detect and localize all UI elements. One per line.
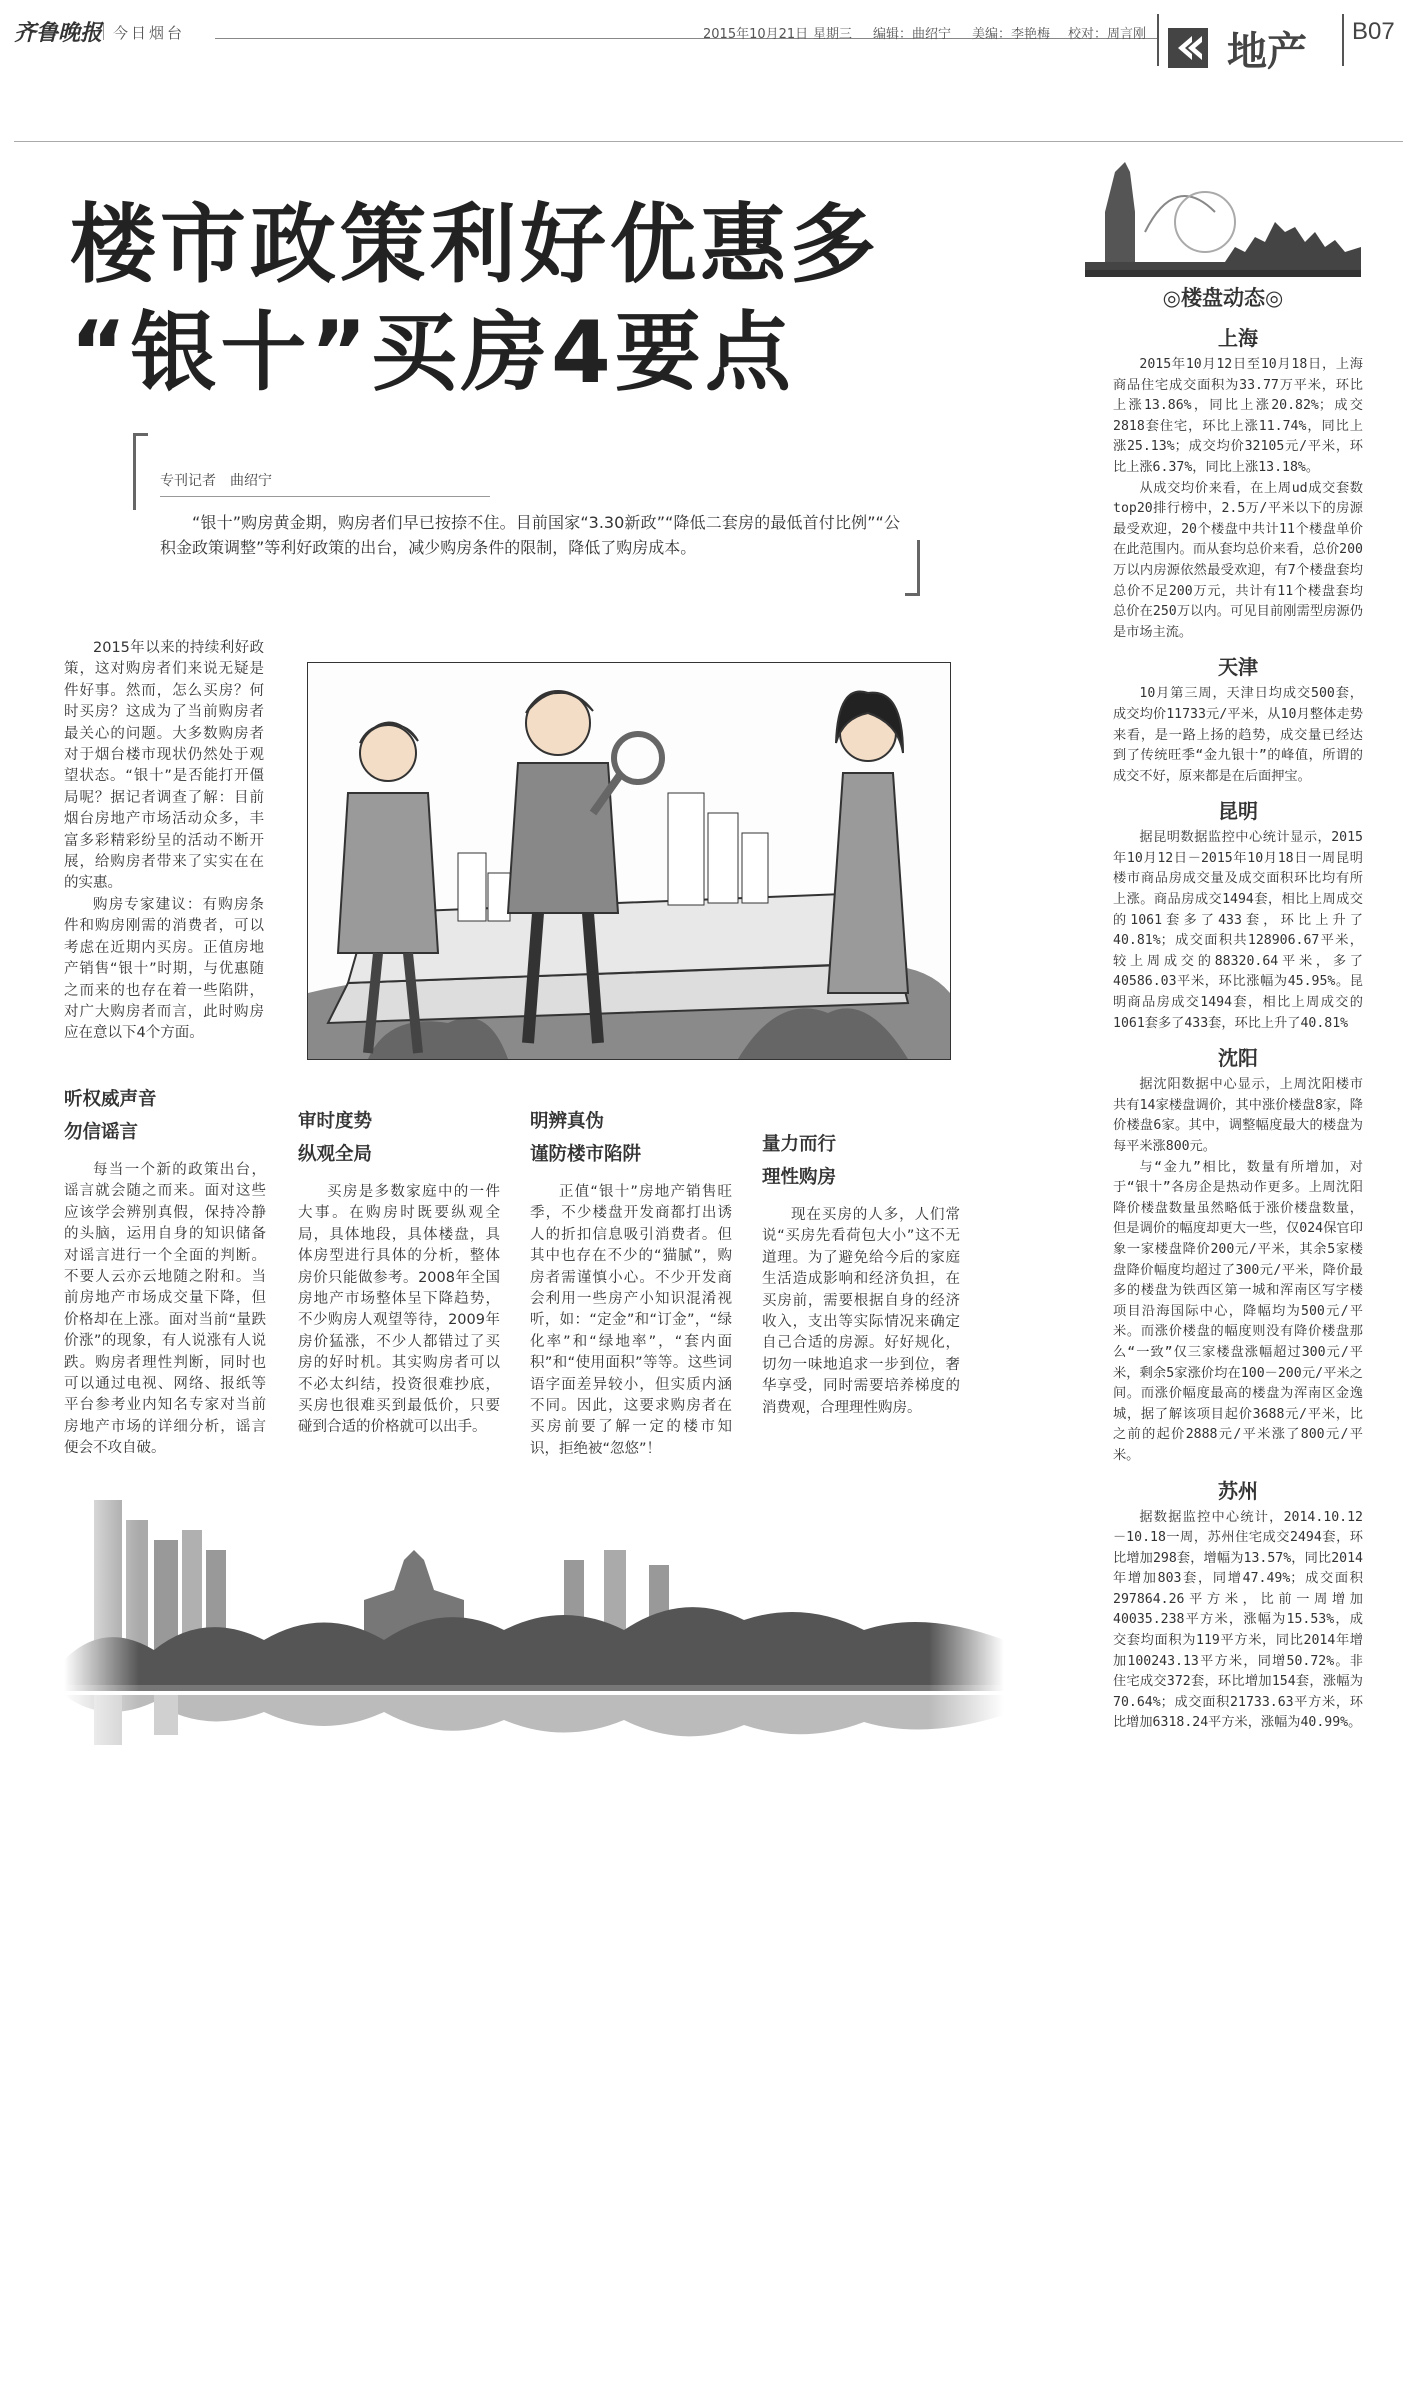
section-name: 地产 [1227,29,1307,75]
section4-heading-line2: 理性购房 [762,1167,837,1188]
byline-rule [160,496,490,497]
kunming-report [1113,828,1363,1034]
sidebar-skyline-icon [1085,152,1361,277]
city-shenyang: 沈阳 [1218,1046,1258,1071]
lead-bracket-right [905,540,920,596]
headline-line1: 楼市政策利好优惠多 [70,195,880,295]
section1-heading-line1: 听权威声音 [64,1089,157,1110]
lead-paragraph: “银十”购房黄金期，购房者们早已按捺不住。目前国家“3.30新政”“降低二套房的最低首付比例”“公积金政策调整”等利好政策的出台，减少购房条件的限制，降低了购房成本。 [160,513,900,557]
section3-body [530,1182,732,1460]
editor-credit: 编辑：曲绍宁 [873,27,952,42]
section3-paragraph: 正值“银十”房地产销售旺季，不少楼盘开发商都打出诱人的折扣信息吸引消费者。但其中也存在不少的“猫腻”，购房者需谨慎小心。不少开发商会利用一些房产小知识混淆视听，如：“定金”和“订金”，“绿化率”和“绿地率”，“套内面积”和“使用面积”等等。这些词语字面差异较小，但实质内涵不同。因此，这要求购房者在买房前要了解一定的楼市知识，拒绝被“忽悠”！ [530,1184,732,1457]
section4-heading-line1: 量力而行 [762,1134,837,1155]
art-editor-credit: 美编：李艳梅 [972,27,1051,42]
shanghai-paragraph-1: 2015年10月12日至10月18日，上海商品住宅成交面积为33.77万平米，环比上涨13.86%，同比上涨20.82%；成交2818套住宅，环比上涨11.74%，同比上涨25.13%；成交均价32105元/平米，环比上涨6.37%，同比上涨13.18%。 [1113,357,1363,475]
masthead-divider [103,24,104,40]
intro-paragraph-2: 购房专家建议：有购房条件和购房刚需的消费者，可以考虑在近期内买房。正值房地产销售“银十”时期，与优惠随之而来的也存在着一些陷阱，对广大购房者而言，此时购房应在意以下4个方面。 [64,896,264,1042]
headline-line2: “银十”买房4要点 [70,303,795,403]
section4-paragraph: 现在买房的人多，人们常说“买房先看荷包大小”这不无道理。为了避免给今后的家庭生活造成影响和经济负担，在买房前，需要根据自身的经济收入，支出等实际情况来确定自己合适的房源。好好规化，切勿一味地追求一步到位，奢华享受，同时需要培养梯度的消费观，合理理性购房。 [762,1207,960,1416]
city-shanghai: 上海 [1218,326,1258,350]
cartoon-illustration [307,662,951,1060]
intro-paragraph-1: 2015年以来的持续利好政策，这对购房者们来说无疑是件好事。然而，怎么买房？何时买房？这成为了当前购房者最关心的问题。大多数购房者对于烟台楼市现状仍然处于观望状态。“银十”是否能打开僵局呢？据记者调查了解：目前烟台房地产市场活动众多，丰富多彩精彩纷呈的活动不断开展，给购房者带来了实实在在的实惠。 [64,640,264,892]
shenyang-report [1113,1075,1363,1466]
section2-body [298,1182,500,1439]
section4-body [762,1205,960,1419]
tianjin-paragraph-1: 10月第三周，天津日均成交500套，成交均价11733元/平米，从10月整体走势来看，是一路上扬的趋势，成交量已经达到了传统旺季“金九银十”的峰值，所谓的成交不好，原来都是在后面押宝。 [1113,686,1363,784]
section2-heading-line2: 纵观全局 [298,1144,373,1165]
top-rule [14,141,1403,142]
section-icon [1168,28,1208,68]
suzhou-paragraph-1: 据数据监控中心统计，2014.10.12－10.18一周，苏州住宅成交2494套，环比增加298套，增幅为13.57%，同比2014年增加803套，同增47.49%；成交面积297864.26平方米，比前一周增加40035.238平方米，涨幅为15.53%，成交套均面积为119平方米，同比2014年增加100243.13平方米，同增50.72%。非住宅成交372套，环比增加154套，涨幅为70.64%；成交面积21733.63平方米，环比增加6318.24平方米，涨幅为40.99%。 [1113,1509,1363,1731]
masthead: 齐鲁晚报 [14,20,103,46]
shanghai-paragraph-2: 从成交均价来看，在上周ud成交套数top20排行榜中，2.5万/平米以下的房源最受欢迎，20个楼盘中共计11个楼盘单价在此范围内。而从套均总价来看，总价200万以内房源依然最受欢迎，有7个楼盘套均总价不足200万元，共计有11个楼盘套均总价在250万以内。可见目前刚需型房源仍是市场主流。 [1113,480,1363,640]
section3-heading-line2: 谨防楼市陷阱 [530,1144,642,1165]
sidebar-column [1113,322,1363,1734]
sidebar-heading: ◎楼盘动态◎ [1162,286,1284,310]
proofreader-credit: 校对：周言刚 [1068,27,1147,42]
shanghai-report [1113,355,1363,643]
shenyang-paragraph-1: 据沈阳数据中心显示，上周沈阳楼市共有14家楼盘调价，其中涨价楼盘8家，降价楼盘6家。其中，调整幅度最大的楼盘为每平米涨800元。 [1113,1077,1363,1154]
section1-body [64,1160,266,1460]
skyline-image [64,1490,1004,1760]
section1-paragraph: 每当一个新的政策出台，谣言就会随之而来。面对这些应该学会辨别真假，保持冷静的头脑，运用自身的知识储备对谣言进行一个全面的判断。不要人云亦云地随之附和。当前房地产市场成交量下降，但价格却在上涨。面对当前“量跌价涨”的现象，有人说涨有人说跌。购房者理性判断，同时也可以通过电视、网络、报纸等平台参考业内知名专家对当前房地产市场的详细分析，谣言便会不攻自破。 [64,1162,266,1457]
issue-weekday: 星期三 [813,27,853,42]
tianjin-report [1113,684,1363,787]
intro-column [64,638,264,1045]
section2-heading-line1: 审时度势 [298,1111,373,1132]
section2-paragraph: 买房是多数家庭中的一件大事。在购房时既要纵观全局，具体地段，具体楼盘，具体房型进行具体的分析，整体房价只能做参考。2008年全国房地产市场整体呈下降趋势，不少购房人观望等待，2009年房价猛涨，不少人都错过了买房的好时机。其实购房者可以不必太纠结，投资很难抄底，买房也很难买到最低价，只要碰到合适的价格就可以出手。 [298,1184,500,1436]
lead-bracket-left [133,433,148,510]
suzhou-report [1113,1508,1363,1735]
header-divider-right [1342,14,1344,66]
page-number: B07 [1352,18,1395,45]
kunming-paragraph-1: 据昆明数据监控中心统计显示，2015年10月12日－2015年10月18日一周昆明楼市商品房成交量及成交面积环比均有所上涨。商品房成交1494套，相比上周成交的1061套多了433套，环比上升了40.81%；成交面积共128906.67平米，较上周成交的88320.64平米，多了40586.03平米，环比涨幅为45.95%。昆明商品房成交1494套，相比上周成交的1061套多了433套，环比上升了40.81% [1113,830,1363,1031]
issue-date: 2015年10月21日 [703,27,809,42]
shenyang-paragraph-2: 与“金九”相比，数量有所增加，对于“银十”各房企是热动作更多。上周沈阳降价楼盘数量虽然略低于涨价楼盘数量，但是调价的幅度却更大一些，仅024保官印象一家楼盘降价200元/平米，其余5家楼盘降价幅度均超过了300元/平米，降价最多的楼盘为铁西区第一城和浑南区写字楼项目沿海国际中心，降幅均为500元/平米。而涨价楼盘的幅度则没有降价楼盘那么“一致”仅三家楼盘涨幅超过300元/平米，剩余5家涨价均在100－200元/平米之间。而涨价幅度最高的楼盘为浑南区金逸城，据了解该项目起价3688元/平米，比之前的起价2888元/平米涨了800元/平米。 [1113,1159,1363,1463]
byline: 专刊记者 曲绍宁 [160,473,272,489]
edition-name: 今日烟台 [113,24,186,42]
city-kunming: 昆明 [1218,799,1258,824]
city-tianjin: 天津 [1218,655,1258,680]
header-divider-left [1157,14,1159,66]
section3-heading-line1: 明辨真伪 [530,1111,605,1132]
section1-heading-line2: 勿信谣言 [64,1122,139,1143]
city-suzhou: 苏州 [1218,1478,1258,1503]
